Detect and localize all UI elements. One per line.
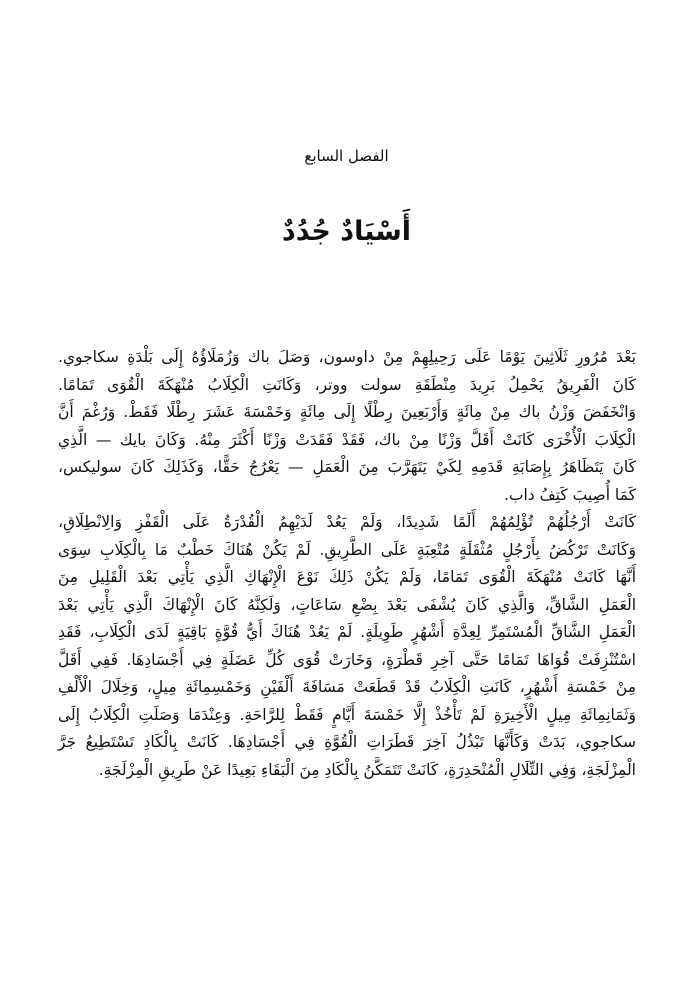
text-line: أَنَّهَا كَانَتْ مُنْهَكَةَ الْقُوَى تَمَامًا، وَلَمْ يَكُنْ ذَلِكَ نَوْعَ الْإِنْهَاكِ الَّذِي يَأْتِي بَعْدَ الْقَلِيلِ مِنَ xyxy=(58,568,636,586)
text-line: كَمَا أُصِيبَ كَتِفُ داب. xyxy=(503,485,636,504)
text-line: وَثَمَانِمِائَةِ مِيلٍ الْأَخِيرَةِ لَمْ تَأْخُذْ إِلَّا خَمْسَةَ أَيَّامٍ فَقَطْ لِلرَّاحَةِ. وَعِنْدَمَا وَصَلَتِ الْكِلَابُ إِلَى xyxy=(58,705,636,724)
chapter-number: الفصل السابع xyxy=(304,147,389,165)
chapter-body xyxy=(58,344,636,784)
text-line: الْمِزْلَجَةِ، وَفِي التِّلَالِ الْمُنْحَدِرَةِ، كَانَتْ تَتَمَكَّنُ بِالْكَادِ مِنَ الْبَقَاءِ بَعِيدًا عَنْ طَرِيقِ الْمِزْلَجَةِ. xyxy=(98,760,636,779)
text-line: اسْتُنْزِفَتْ قُوَاهَا تَمَامًا حَتَّى آخِرِ قَطْرَةٍ، وَخَارَتْ قُوَى كُلِّ عَضَلَةٍ فِي أَجْسَادِهَا. فَفِي أَقَلَّ xyxy=(58,650,636,669)
paragraph-1 xyxy=(58,344,636,509)
text-line: مِنْ خَمْسَةِ أَشْهُرٍ، كَانَتِ الْكِلَابُ قَدْ قَطَعَتْ مَسَافَةَ أَلْفَيْنِ وَخَمْسِمِائَةِ مِيلٍ، وَخِلَالَ الْأَلْفِ xyxy=(58,678,636,696)
text-line: بَعْدَ مُرُورِ ثَلَاثِينَ يَوْمًا عَلَى رَحِيلِهِمْ مِنْ داوسون، وَصَلَ باك وَزُمَلَاؤُهُ إِلَى بَلْدَةِ سكاجوي. xyxy=(58,348,636,366)
chapter-title: أَسْيَادٌ جُدُدٌ xyxy=(281,216,412,247)
text-line: كَانَ يَتَظَاهَرُ بِإِصَابَةِ قَدَمِهِ لِكَيْ يَتَهَرَّبَ مِنَ الْعَمَلِ — يَعْرُجُ حَقًّا، وَكَذَلِكَ كَانَ سوليكس، xyxy=(58,458,636,476)
text-line: كَانَ الْفَرِيقُ يَحْمِلُ بَرِيدَ مِنْطَقَةِ سولت ووتر، وَكَانَتِ الْكِلَابُ مُنْهَكَةَ الْقُوَى تَمَامًا. xyxy=(58,375,636,394)
text-line: الْعَمَلِ الشَّاقِّ الْمُسْتَمِرِّ لِعِدَّةِ أَشْهُرٍ طَوِيلَةٍ. لَمْ يَعُدْ هُنَاكَ أَيُّ قُوَّةٍ بَاقِيَةٍ لَدَى الْكِلَابِ، فَقَدِ xyxy=(58,623,636,641)
paragraph-2 xyxy=(58,509,636,784)
text-line: وَانْخَفَضَ وَزْنُ باك مِنْ مِائَةٍ وَأَرْبَعِينَ رِطْلًا إِلَى مِائَةٍ وَخَمْسَةَ عَشَرَ رِطْلًا فَقَطْ. وَرُغْمَ أَنَّ xyxy=(58,403,636,421)
text-line: سكاجوي، بَدَتْ وَكَأَنَّهَا تَبْذُلُ آخِرَ قَطَرَاتِ الْقُوَّةِ فِي أَجْسَادِهَا. كَانَتْ بِالْكَادِ تَسْتَطِيعُ جَرَّ xyxy=(58,733,636,751)
text-line: الْعَمَلِ الشَّاقِّ، وَالَّذِي كَانَ يُشْفَى بَعْدَ بِضْعِ سَاعَاتٍ، وَلَكِنَّهُ كَانَ الْإِنْهَاكَ الَّذِي يَأْتِي بَعْدَ xyxy=(58,595,636,614)
text-line: كَانَتْ أَرْجُلُهُمْ تُؤْلِمُهُمْ أَلَمًا شَدِيدًا، وَلَمْ يَعُدْ لَدَيْهِمُ الْقُدْرَةُ عَلَى الْقَفْزِ وَالِانْطِلَاقِ، xyxy=(58,513,636,531)
text-line: الْكِلَابَ الْأُخْرَى كَانَتْ أَقَلَّ وَزْنًا مِنْ باك، فَقَدْ فَقَدَتْ وَزْنًا أَكْثَرَ مِنْهُ. وَكَانَ بايك — الَّذِي xyxy=(58,430,636,449)
text-line: وَكَانَتْ تَرْكُضُ بِأَرْجُلٍ مُثْقَلَةٍ مُتْعِبَةٍ عَلَى الطَّرِيقِ. لَمْ يَكُنْ هُنَاكَ خَطْبٌ مَا بِالْكِلَابِ سِوَى xyxy=(58,540,636,559)
